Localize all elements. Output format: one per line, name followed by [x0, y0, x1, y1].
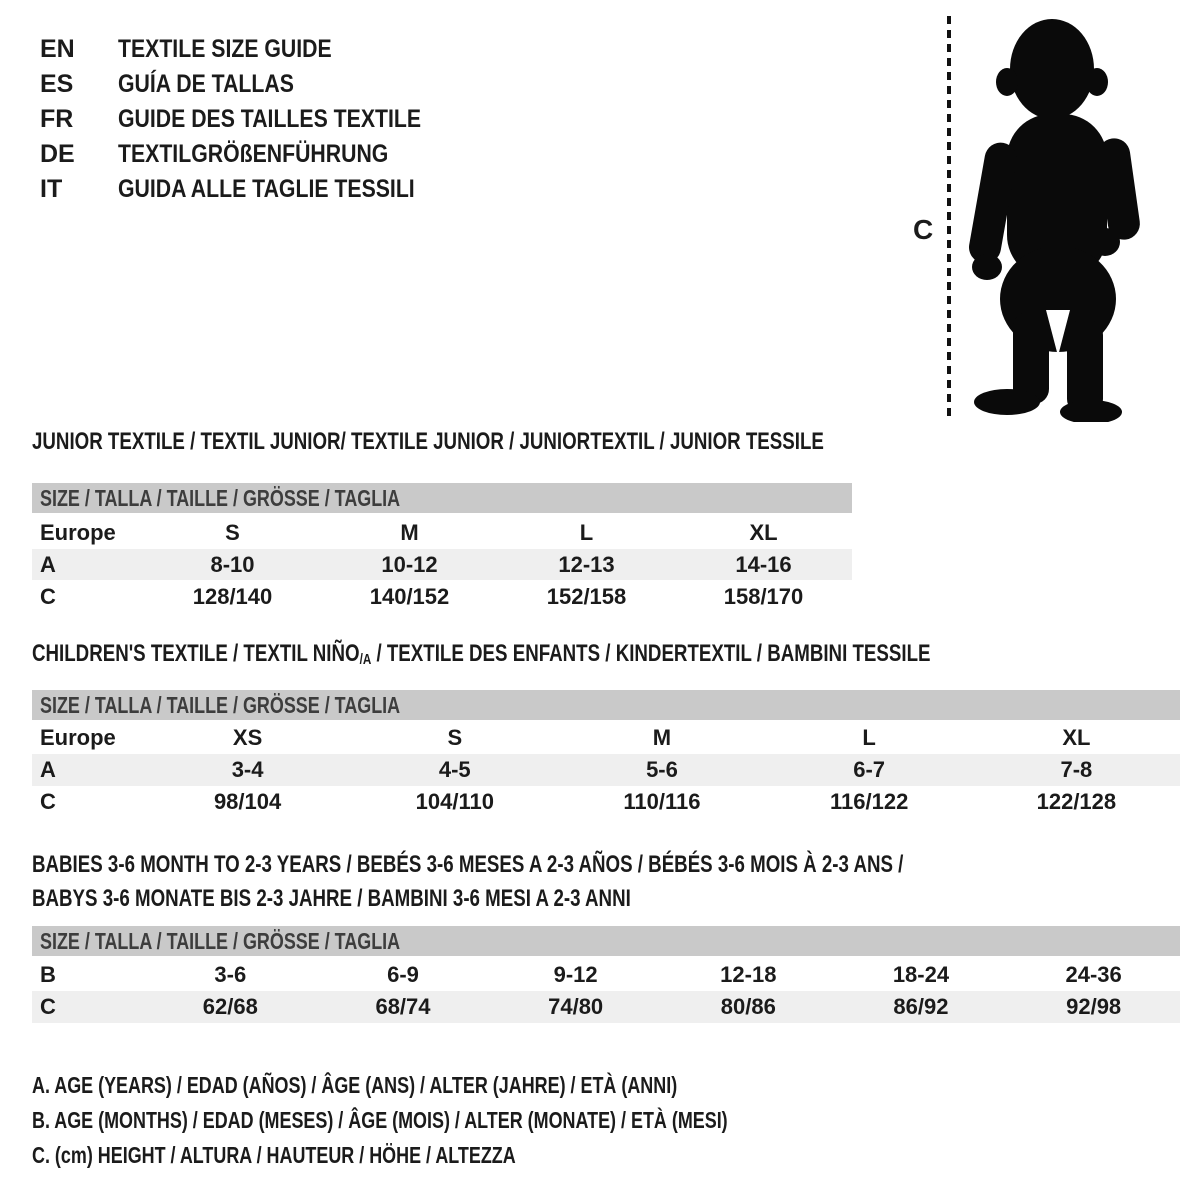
age-cell: 4-5: [438, 757, 471, 782]
row-label: C: [40, 994, 56, 1019]
measure-legend: [32, 1068, 924, 1173]
row-label: C: [40, 583, 56, 609]
age-cell: 3-4: [231, 757, 264, 782]
language-row-de: [40, 137, 475, 172]
legend-line-b: B. AGE (MONTHS) / EDAD (MESES) / ÂGE (MOIS) / ALTER (MONATE) / ETÀ (MESI): [32, 1107, 728, 1133]
junior-size-table: [32, 516, 852, 613]
legend-line-a: A. AGE (YEARS) / EDAD (AÑOS) / ÂGE (ANS) / ALTER (JAHRE) / ETÀ (ANNI): [32, 1072, 678, 1098]
height-cell: 152/158: [546, 583, 627, 609]
height-measure-dashed-line: [947, 16, 951, 416]
junior-size-header-bar: SIZE / TALLA / TAILLE / GRÖSSE / TAGLIA: [32, 483, 852, 513]
age-cell: 18-24: [892, 961, 950, 987]
height-cell: 140/152: [369, 583, 450, 609]
age-cell: 3-6: [214, 961, 247, 987]
language-code: EN: [40, 35, 75, 63]
table-row: [32, 991, 1180, 1023]
age-cell: 6-7: [853, 757, 886, 782]
children-section-title: CHILDREN'S TEXTILE / TEXTIL NIÑO/A / TEXTILE DES ENFANTS / KINDERTEXTIL / BAMBINI TESSILE: [32, 640, 931, 668]
size-cell: XL: [749, 519, 778, 545]
row-label: Europe: [40, 519, 116, 545]
age-cell: 5-6: [646, 757, 678, 782]
table-row: [32, 958, 1180, 991]
size-cell: S: [225, 519, 240, 545]
size-cell: XS: [232, 725, 263, 750]
row-label: B: [40, 961, 56, 987]
height-cell: 92/98: [1066, 994, 1122, 1019]
language-title: GUÍA DE TALLAS: [118, 70, 294, 98]
language-title: GUIDA ALLE TAGLIE TESSILI: [118, 175, 415, 203]
height-cell: 68/74: [375, 994, 431, 1019]
language-code: ES: [40, 70, 74, 98]
table-row: [32, 786, 1180, 818]
legend-line-c: C. (cm) HEIGHT / ALTURA / HAUTEUR / HÖHE / ALTEZZA: [32, 1142, 516, 1168]
row-label: C: [40, 789, 56, 814]
age-cell: 10-12: [381, 551, 438, 577]
age-cell: 7-8: [1060, 757, 1093, 782]
row-label: A: [40, 551, 56, 577]
language-title: TEXTILE SIZE GUIDE: [118, 35, 332, 63]
height-cell: 74/80: [548, 994, 604, 1019]
size-cell: M: [400, 519, 419, 545]
size-cell: M: [652, 725, 672, 750]
language-row-en: [40, 32, 475, 67]
size-cell: L: [579, 519, 594, 545]
height-cell: 62/68: [202, 994, 258, 1019]
table-row: [32, 516, 852, 549]
height-measure-label: C: [913, 214, 934, 245]
babies-size-header-bar: SIZE / TALLA / TAILLE / GRÖSSE / TAGLIA: [32, 926, 1180, 956]
height-cell: 122/128: [1036, 789, 1117, 814]
language-row-it: [40, 172, 475, 207]
height-cell: 98/104: [213, 789, 282, 814]
height-cell: 158/170: [723, 583, 804, 609]
row-label: Europe: [40, 725, 116, 750]
age-cell: 14-16: [735, 551, 792, 577]
height-cell: 86/92: [893, 994, 949, 1019]
toddler-silhouette-image: [955, 12, 1165, 422]
babies-section-title: BABIES 3-6 MONTH TO 2-3 YEARS / BEBÉS 3-6 MESES A 2-3 AÑOS / BÉBÉS 3-6 MOIS À 2-3 ANS / BABYS 3-6 MONATE BIS 2-3 JAHRE / BAMBINI 3-6 MESI A 2-3 ANNI: [32, 851, 904, 912]
height-cell: 116/122: [830, 789, 909, 814]
table-row: [32, 549, 852, 580]
children-size-table: [32, 722, 1180, 818]
language-code: DE: [40, 140, 75, 168]
height-cell: 104/110: [415, 789, 494, 814]
language-code: FR: [40, 105, 74, 133]
children-size-header-bar: SIZE / TALLA / TAILLE / GRÖSSE / TAGLIA: [32, 690, 1180, 720]
age-cell: 12-13: [558, 551, 615, 577]
size-cell: XL: [1062, 725, 1091, 750]
junior-section-title: JUNIOR TEXTILE / TEXTIL JUNIOR/ TEXTILE JUNIOR / JUNIORTEXTIL / JUNIOR TESSILE: [32, 428, 824, 455]
language-row-es: [40, 67, 475, 102]
age-cell: 8-10: [210, 551, 255, 577]
language-title-list: [40, 32, 475, 207]
language-title: TEXTILGRÖßENFÜHRUNG: [118, 140, 389, 168]
table-row: [32, 754, 1180, 786]
table-row: [32, 580, 852, 613]
height-cell: 80/86: [720, 994, 776, 1019]
babies-size-table: [32, 958, 1180, 1023]
age-cell: 9-12: [553, 961, 598, 987]
language-row-fr: [40, 102, 475, 137]
age-cell: 12-18: [720, 961, 777, 987]
age-cell: 24-36: [1065, 961, 1122, 987]
age-cell: 6-9: [387, 961, 419, 987]
height-cell: 110/116: [623, 789, 701, 814]
language-title: GUIDE DES TAILLES TEXTILE: [118, 105, 422, 133]
size-cell: L: [862, 725, 876, 750]
language-code: IT: [40, 175, 63, 203]
row-label: A: [40, 757, 56, 782]
size-cell: S: [447, 725, 463, 750]
table-row: [32, 722, 1180, 754]
height-cell: 128/140: [192, 583, 273, 609]
title-subscript: /A: [359, 651, 372, 668]
